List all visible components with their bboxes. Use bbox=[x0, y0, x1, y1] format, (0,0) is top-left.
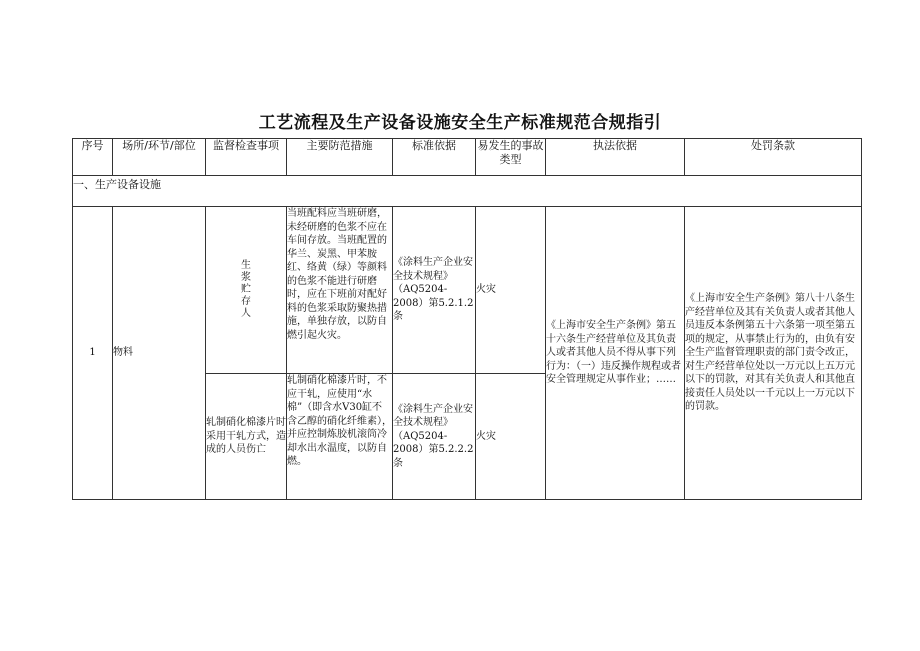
sub2-standard: 《涂料生产企业安全技术规程》（AQ5204-2008）第5.2.2.2条 bbox=[393, 374, 476, 500]
header-item: 监督检查事项 bbox=[206, 139, 287, 176]
section-row bbox=[73, 176, 862, 207]
header-standard: 标准依据 bbox=[393, 139, 476, 176]
sub1-standard: 《涂料生产企业安全技术规程》（AQ5204-2008）第5.2.1.2条 bbox=[393, 207, 476, 374]
sub2-measures: 轧制硝化棉漆片时，不应干轧，应使用“水棉”（即含水V30缸不含乙醇的硝化纤维素），并应控制炼胶机滚筒冷却水出水温度，以防自燃。 bbox=[287, 374, 393, 500]
header-measures: 主要防范措施 bbox=[287, 139, 393, 176]
header-row bbox=[73, 139, 862, 176]
page-title: 工艺流程及生产设备设施安全生产标准规范合规指引 bbox=[258, 113, 662, 133]
table-row bbox=[73, 207, 862, 374]
sub1-measures: 当班配料应当班研磨，未经研磨的色浆不应在车间存放。当班配置的华兰、炭黑、甲苯胺红、络黄（绿）等颜料的色浆不能进行研磨时，应在下班前对配好料的色浆采取防聚热措施，单独存放，以防自燃引起火灾。 bbox=[287, 207, 393, 374]
row-penalty: 《上海市安全生产条例》第八十八条生产经营单位及其有关负责人或者其他人员违反本条例第五十六条第一项至第五项的规定，从事禁止行为的，由负有安全生产监督管理职责的部门责令改正，对生产经营单位处以一万元以上五万元以下的罚款，对其有关负责人和其他直接责任人员处以一千元以上一万元以下的罚款。 bbox=[685, 207, 862, 500]
sub1-item: 生浆贮存人 bbox=[241, 260, 251, 319]
compliance-table bbox=[72, 138, 862, 500]
section-title: 一、生产设备设施 bbox=[73, 176, 862, 207]
row-seq: 1 bbox=[73, 207, 113, 500]
header-seq: 序号 bbox=[73, 139, 113, 176]
sub1-accident: 火灾 bbox=[476, 207, 546, 374]
header-penalty: 处罚条款 bbox=[685, 139, 862, 176]
header-accident: 易发生的事故类型 bbox=[476, 139, 546, 176]
sub2-accident: 火灾 bbox=[476, 374, 546, 500]
header-legal: 执法依据 bbox=[546, 139, 685, 176]
header-location: 场所/环节/部位 bbox=[113, 139, 206, 176]
sub1-item-cell bbox=[206, 207, 287, 374]
sub2-item: 轧制硝化棉漆片时采用干轧方式，造成的人员伤亡 bbox=[206, 374, 287, 500]
row-legal: 《上海市安全生产条例》第五十六条生产经营单位及其负责人或者其他人员不得从事下列行为：（一）违反操作规程或者安全管理规定从事作业；…… bbox=[546, 207, 685, 500]
row-location: 物料 bbox=[113, 207, 206, 500]
